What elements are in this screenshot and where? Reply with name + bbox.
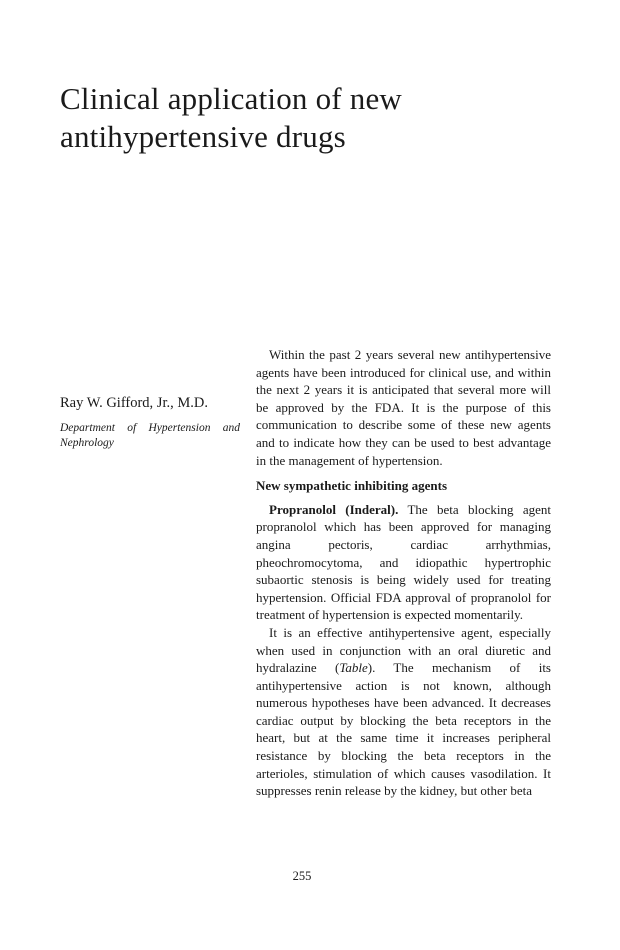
page-number: 255: [292, 869, 312, 883]
author-department: Department of Hypertension and Nephrology: [60, 422, 240, 449]
article-title: [60, 80, 580, 156]
mechanism-paragraph: [256, 624, 551, 800]
section-heading: New sympathetic inhibiting agents: [256, 478, 448, 494]
subsection-heading: Propranolol (Inderal).: [269, 501, 399, 517]
intro-paragraph: Within the past 2 years several new antihypertensive agents have been introduced for clinical use, and within the next 2 years it is anticipated that several more will be approved by the FDA. It is the purpose of this communication to describe some of these new agents and to indicate how they can be used to best advantage in the management of hypertension.: [256, 347, 551, 468]
author-block: [60, 394, 240, 451]
mechanism-text-before: It is an effective antihypertensive agent, especially when used in conjunction with an oral diuretic and hydralazine (: [256, 624, 551, 676]
author-name: Ray W. Gifford, Jr., M.D.: [60, 395, 208, 411]
propranolol-paragraph-text: The beta blocking agent propranolol which has been approved for managing angina pectoris, cardiac arrhythmias, pheochromocytoma, and idiopathic hypertrophic subaortic stenosis is being widely used for treating hypertension. Official FDA approval of propranolol for treatment of hypertension is expected momentarily.: [256, 501, 551, 623]
article-body: [256, 346, 551, 800]
article-title-line-2: antihypertensive drugs: [60, 119, 346, 154]
article-title-line-1: Clinical application of new: [60, 81, 402, 116]
table-reference: Table: [339, 660, 368, 676]
mechanism-text-after: ). The mechanism of its antihypertensive action is not known, although numerous hypotheses have been advanced. It decreases cardiac output by blocking the beta receptors in the heart, but at the same time it increases peripheral resistance by blocking the beta receptors in the arterioles, stimulation of which causes vasodilation. It suppresses renin release by the kidney, but other beta: [256, 660, 551, 799]
propranolol-paragraph: [256, 501, 551, 624]
